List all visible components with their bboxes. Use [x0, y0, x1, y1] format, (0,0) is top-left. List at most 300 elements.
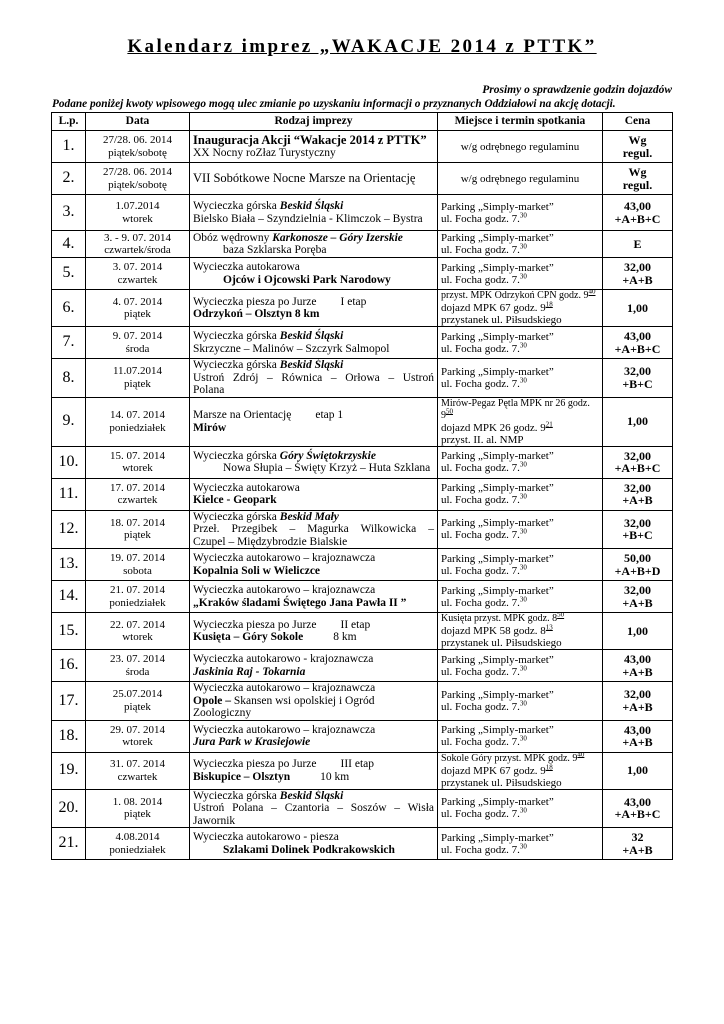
event-distance: 8 km: [333, 631, 357, 643]
table-row: [52, 327, 673, 359]
place-text: w/g odrębnego regulaminu: [460, 140, 580, 153]
event-line-1: [193, 682, 434, 695]
place-line-2: [441, 736, 599, 748]
event-line-2: [193, 736, 434, 749]
weekday: czwartek: [117, 273, 158, 286]
place-text: Parking „Simply-market”: [441, 552, 554, 565]
event-route: Kusięta – Góry Sokole: [193, 631, 304, 643]
event-region: Beskid Śląski: [279, 200, 344, 212]
time-minutes: 30: [519, 210, 527, 219]
row-event: [190, 682, 438, 721]
row-number: 14.: [52, 581, 86, 613]
row-date: [86, 720, 190, 752]
event-line-1: [193, 330, 434, 343]
row-place: [438, 581, 603, 613]
place-line-2: [441, 419, 599, 434]
page-title: Kalendarz imprez „WAKACJE 2014 z PTTK”: [127, 36, 597, 57]
row-event: [190, 231, 438, 258]
header-date: Data: [86, 113, 190, 131]
table-row: [52, 478, 673, 510]
row-number: 4.: [52, 231, 86, 258]
place-text: ul. Focha godz. 7.: [441, 377, 520, 390]
row-price: [603, 752, 673, 789]
place-line-3: przystanek ul. Piłsudskiego: [441, 776, 562, 789]
row-number: 3.: [52, 195, 86, 231]
price-extras: +B+C: [622, 376, 653, 391]
row-price: [603, 397, 673, 446]
row-date: [86, 231, 190, 258]
price-extras: +A+B+C: [614, 461, 661, 475]
place-text: ul. Focha godz. 7.: [441, 700, 520, 713]
row-price: [603, 258, 673, 290]
price-extras: +A+B: [622, 842, 653, 857]
weekday: piątek: [124, 700, 151, 713]
place-line-2: [441, 494, 599, 506]
table-row: [52, 510, 673, 549]
place-line-2: [441, 271, 599, 286]
price-value: 32,00: [624, 687, 651, 702]
event-route: Kopalnia Soli w Wieliczce: [193, 564, 321, 577]
event-type: Wycieczka górska: [193, 359, 280, 371]
date-value: 14. 07. 2014: [110, 409, 165, 421]
header-lp: L.p.: [52, 113, 86, 131]
row-price: [603, 789, 673, 828]
event-line-2: [193, 771, 434, 784]
event-distance: 10 km: [320, 770, 350, 783]
time-minutes: 21: [545, 419, 553, 428]
row-date: [86, 789, 190, 828]
table-row: [52, 613, 673, 650]
place-line-2: [441, 210, 599, 225]
place-text: Parking „Simply-market”: [441, 482, 554, 494]
time-minutes: 40: [577, 752, 585, 759]
row-date: [86, 682, 190, 721]
place-text: w/g odrębnego regulaminu: [460, 172, 580, 185]
row-event: [190, 290, 438, 327]
row-number: 12.: [52, 510, 86, 549]
place-line-2: [441, 663, 599, 678]
event-line-3: Polana: [193, 384, 225, 396]
event-type: Marsze na Orientację: [193, 409, 292, 421]
time-minutes: 30: [519, 340, 527, 349]
event-line-1: [193, 511, 434, 524]
place-text: Parking „Simply-market”: [441, 584, 554, 597]
price-value: 50,00: [624, 551, 651, 565]
event-line-2: [193, 244, 434, 257]
row-place: [438, 231, 603, 258]
event-line-2: [193, 695, 434, 708]
place-text: Parking „Simply-market”: [441, 450, 554, 462]
date-value: 25.07.2014: [112, 688, 163, 701]
price-value: 32: [631, 830, 644, 844]
date-value: 11.07.2014: [112, 365, 163, 378]
place-text: Parking „Simply-market”: [441, 517, 554, 530]
place-line-2: [441, 808, 599, 820]
event-line-1: [193, 409, 434, 422]
event-route: Ojców i Ojcowski Park Narodowy: [223, 273, 391, 286]
row-place: [438, 510, 603, 549]
place-line-1: [441, 290, 599, 302]
event-type: Wycieczka górska: [193, 789, 280, 802]
row-number: 2.: [52, 163, 86, 195]
weekday: wtorek: [122, 462, 153, 474]
event-type: Wycieczka piesza po Jurze: [193, 295, 317, 308]
row-place: [438, 682, 603, 721]
price-extras: regul.: [622, 177, 653, 192]
event-route: Ustroń Zdrój – Równica – Orłowa – Ustroń: [193, 371, 434, 384]
event-line-1: [193, 724, 434, 737]
event-route: Nowa Słupia – Święty Krzyż – Huta Szklana: [223, 462, 431, 474]
table-row: [52, 581, 673, 613]
row-event: [190, 581, 438, 613]
row-price: [603, 549, 673, 581]
event-line-1: [193, 831, 434, 844]
price-value: 32,00: [624, 364, 651, 379]
place-text: Parking „Simply-market”: [441, 365, 554, 378]
place-text: ul. Focha godz. 7.: [441, 564, 520, 577]
row-event: [190, 789, 438, 828]
event-route: Mirów: [193, 421, 227, 434]
row-place: [438, 789, 603, 828]
row-place: [438, 650, 603, 682]
weekday: poniedziałek: [109, 843, 166, 856]
event-type: Wycieczka autokarowa: [193, 481, 300, 494]
event-line-1: [193, 359, 434, 372]
row-event: [190, 650, 438, 682]
row-price: [603, 720, 673, 752]
event-region: etap 1: [315, 409, 344, 421]
row-place: [438, 478, 603, 510]
row-date: [86, 290, 190, 327]
row-price: [603, 131, 673, 163]
date-value: 27/28. 06. 2014: [102, 134, 173, 146]
place-text: ul. Focha godz. 7.: [441, 843, 520, 856]
event-line-2: [193, 147, 434, 160]
row-price: [603, 650, 673, 682]
place-line-1: [441, 173, 599, 185]
row-number: 7.: [52, 327, 86, 359]
place-text: ul. Focha godz. 7.: [441, 736, 520, 748]
row-date: [86, 478, 190, 510]
row-place: [438, 131, 603, 163]
event-route: Bielsko Biała – Szyndzielnia - Klimczok – Bystra: [193, 212, 423, 225]
weekday: piątek: [124, 529, 151, 542]
row-date: [86, 163, 190, 195]
event-route: Ustroń Polana – Czantoria – Soszów – Wisła: [193, 802, 434, 814]
price-extras: +A+B: [622, 272, 653, 287]
time-minutes: 18: [545, 762, 553, 771]
row-price: [603, 195, 673, 231]
row-date: [86, 510, 190, 549]
place-text: przyst. MPK Odrzykoń CPN godz. 9: [441, 290, 589, 301]
place-text: ul. Focha godz. 7.: [441, 462, 520, 474]
place-text: Parking „Simply-market”: [441, 688, 554, 701]
event-line-2: [193, 308, 434, 321]
event-region: Beskid Śląski: [279, 359, 344, 371]
event-type: Wycieczka górska: [193, 449, 280, 462]
row-price: [603, 231, 673, 258]
table-row: [52, 682, 673, 721]
event-type: Wycieczka autokarowo - krajoznawcza: [193, 653, 374, 665]
price-value: Wg: [628, 165, 647, 179]
events-table: [51, 112, 673, 860]
event-type: VII Sobótkowe Nocne Marsze na Orientację: [193, 170, 416, 185]
table-row: [52, 789, 673, 828]
event-region: Beskid Śląski: [279, 330, 344, 342]
row-number: 18.: [52, 720, 86, 752]
event-line-1: [193, 584, 434, 597]
event-type: Wycieczka autokarowo - piesza: [193, 831, 339, 843]
place-text: ul. Focha godz. 7.: [441, 529, 520, 542]
header-event: Rodzaj imprezy: [190, 113, 438, 131]
row-date: [86, 327, 190, 359]
row-place: [438, 327, 603, 359]
place-line-2: [441, 244, 599, 256]
place-text: Parking „Simply-market”: [441, 330, 554, 343]
place-text: Mirów-Pegaz Pętla MPK nr 26 godz. 9: [441, 397, 590, 421]
time-minutes: 30: [519, 841, 527, 850]
place-line-2: [441, 378, 599, 390]
place-text: Parking „Simply-market”: [441, 232, 554, 244]
date-value: 1. 08. 2014: [112, 795, 163, 808]
event-route: Szlakami Dolinek Podkrakowskich: [223, 843, 395, 856]
row-date: [86, 828, 190, 860]
time-minutes: 30: [519, 242, 527, 251]
date-value: 31. 07. 2014: [110, 758, 165, 770]
place-line-2: [441, 529, 599, 541]
place-text: ul. Focha godz. 7.: [441, 212, 520, 225]
place-line-2: [441, 841, 599, 856]
date-value: 23. 07. 2014: [110, 653, 165, 665]
row-event: [190, 131, 438, 163]
price-extras: +A+B+D: [614, 563, 661, 578]
place-text: Parking „Simply-market”: [441, 261, 554, 274]
row-place: [438, 549, 603, 581]
place-line-2: [441, 462, 599, 474]
event-type: Wycieczka piesza po Jurze: [193, 618, 317, 631]
place-line-2: [441, 562, 599, 577]
event-route: Przeł. Przegibek – Magurka Wilkowicka –: [193, 523, 434, 535]
place-text: ul. Focha godz. 7.: [441, 665, 520, 678]
event-type: Wycieczka autokarowo – krajoznawcza: [193, 552, 376, 564]
date-value: 22. 07. 2014: [110, 618, 165, 631]
table-row: [52, 549, 673, 581]
date-value: 3. 07. 2014: [112, 261, 163, 273]
table-header-row: [52, 113, 673, 131]
event-line-2: [193, 494, 434, 507]
row-date: [86, 131, 190, 163]
event-line-1: [193, 261, 434, 274]
place-text: Parking „Simply-market”: [441, 200, 554, 213]
row-number: 9.: [52, 397, 86, 446]
weekday: poniedziałek: [109, 421, 166, 434]
note-fees: Podane poniżej kwoty wpisowego mogą ulec zmianie po uzyskaniu informacji o przyznanych Oddziałowi na akcję dotacji.: [52, 98, 616, 110]
price-value: E: [633, 236, 642, 251]
date-value: 9. 07. 2014: [112, 330, 163, 342]
weekday: piątek: [124, 377, 151, 390]
event-type: Wycieczka piesza po Jurze: [193, 758, 317, 770]
price-extras: +A+B+C: [614, 341, 661, 356]
date-value: 4.08.2014: [115, 831, 160, 843]
row-event: [190, 478, 438, 510]
place-line-3: przyst. II. al. NMP: [441, 433, 524, 446]
event-route: Kielce - Geopark: [193, 494, 277, 506]
event-route: „Kraków śladami Świętego Jana Pawła II ”: [193, 596, 407, 609]
event-line-1: [193, 790, 434, 803]
event-route: Jaskinia Raj - Tokarnia: [193, 665, 306, 678]
event-line-1: [193, 172, 434, 186]
place-line-1: [441, 398, 599, 422]
place-line-2: [441, 340, 599, 355]
price-value: 32,00: [624, 448, 651, 463]
weekday: czwartek/środa: [104, 244, 171, 256]
events-body: [52, 131, 673, 860]
event-line-1: [193, 482, 434, 495]
price-value: 32,00: [624, 260, 651, 274]
table-row: [52, 446, 673, 478]
event-region: Opole –: [193, 694, 232, 707]
row-event: [190, 720, 438, 752]
row-price: [603, 478, 673, 510]
price-extras: +A+B: [622, 664, 653, 679]
row-number: 19.: [52, 752, 86, 789]
event-region: Beskid Mały: [279, 510, 339, 523]
row-place: [438, 613, 603, 650]
event-type: Wycieczka górska: [193, 330, 280, 342]
event-route: XX Nocny roZłaz Turystyczny: [193, 147, 336, 159]
event-line-1: [193, 758, 434, 771]
row-event: [190, 163, 438, 195]
row-date: [86, 752, 190, 789]
row-place: [438, 163, 603, 195]
place-line-2: [441, 594, 599, 609]
place-text: ul. Focha godz. 7.: [441, 342, 520, 355]
weekday: poniedziałek: [109, 596, 166, 609]
event-line-2: [193, 213, 434, 226]
row-number: 6.: [52, 290, 86, 327]
table-row: [52, 195, 673, 231]
place-text: dojazd MPK 58 godz. 8: [441, 625, 546, 637]
place-text: Sokole Góry przyst. MPK godz. 9: [441, 752, 578, 764]
row-event: [190, 397, 438, 446]
row-number: 5.: [52, 258, 86, 290]
date-value: 3. - 9. 07. 2014: [104, 231, 171, 244]
event-line-2: [193, 274, 434, 287]
time-minutes: 30: [519, 527, 527, 536]
event-line-1: [193, 552, 434, 565]
weekday: piątek/sobotę: [108, 178, 167, 191]
row-event: [190, 446, 438, 478]
row-place: [438, 828, 603, 860]
time-minutes: 50: [446, 407, 453, 416]
time-minutes: 40: [588, 289, 596, 296]
event-line-1: [193, 653, 434, 666]
time-minutes: 30: [519, 376, 527, 385]
price-value: 1,00: [627, 414, 648, 429]
weekday: piątek/sobotę: [108, 146, 167, 159]
header-place: Miejsce i termin spotkania: [438, 113, 603, 131]
time-minutes: 50: [557, 612, 565, 619]
event-route: Skrzyczne – Malinów – Szczyrk Salmopol: [193, 342, 390, 355]
event-line-2: [193, 631, 434, 644]
event-region: Inauguracja Akcji “Wakacje 2014 z PTTK”: [193, 132, 427, 147]
place-line-1: [441, 753, 599, 765]
event-line-3: Zoologiczny: [193, 707, 252, 719]
row-price: [603, 290, 673, 327]
row-event: [190, 195, 438, 231]
event-line-2: [193, 523, 434, 536]
weekday: piątek: [124, 808, 151, 821]
row-place: [438, 397, 603, 446]
event-region: Góry Świętokrzyskie: [279, 449, 376, 462]
event-line-1: [193, 296, 434, 309]
row-number: 20.: [52, 789, 86, 828]
event-line-1: [193, 134, 434, 148]
date-value: 21. 07. 2014: [110, 584, 165, 596]
weekday: piątek: [124, 308, 151, 320]
table-row: [52, 163, 673, 195]
row-price: [603, 510, 673, 549]
time-minutes: 30: [519, 663, 527, 672]
row-event: [190, 752, 438, 789]
table-row: [52, 231, 673, 258]
weekday: środa: [125, 342, 150, 355]
row-event: [190, 549, 438, 581]
price-value: 43,00: [624, 329, 651, 343]
price-value: 1,00: [627, 763, 648, 778]
price-extras: +A+B: [622, 699, 653, 714]
event-region: III etap: [340, 758, 375, 770]
event-line-2: [193, 844, 434, 857]
place-line-2: [441, 302, 599, 314]
time-minutes: 30: [519, 460, 527, 469]
note-check-times: Prosimy o sprawdzenie godzin dojazdów: [482, 84, 672, 96]
price-extras: +A+B: [622, 595, 653, 610]
event-line-2: [193, 802, 434, 815]
row-event: [190, 359, 438, 398]
row-number: 17.: [52, 682, 86, 721]
date-value: 4. 07. 2014: [112, 295, 163, 308]
place-text: Parking „Simply-market”: [441, 831, 554, 844]
row-date: [86, 549, 190, 581]
time-minutes: 18: [545, 300, 553, 309]
event-region: Karkonosze – Góry Izerskie: [272, 231, 403, 244]
event-line-1: [193, 450, 434, 463]
row-number: 10.: [52, 446, 86, 478]
price-value: 1,00: [627, 300, 648, 315]
event-type: Wycieczka autokarowa: [193, 261, 300, 273]
date-value: 19. 07. 2014: [110, 552, 165, 564]
time-minutes: 30: [519, 562, 527, 571]
place-line-1: [441, 613, 599, 625]
row-date: [86, 581, 190, 613]
place-line-3: przystanek ul. Piłsudskiego: [441, 314, 562, 326]
time-minutes: 30: [519, 699, 527, 708]
row-price: [603, 163, 673, 195]
weekday: czwartek: [117, 770, 158, 783]
event-type: Wycieczka autokarowo – krajoznawcza: [193, 584, 376, 596]
row-price: [603, 613, 673, 650]
row-date: [86, 446, 190, 478]
row-place: [438, 290, 603, 327]
date-value: 17. 07. 2014: [110, 481, 165, 494]
row-price: [603, 446, 673, 478]
row-price: [603, 327, 673, 359]
header-price: Cena: [603, 113, 673, 131]
price-value: 43,00: [624, 794, 651, 809]
event-line-2: [193, 422, 434, 435]
row-date: [86, 195, 190, 231]
